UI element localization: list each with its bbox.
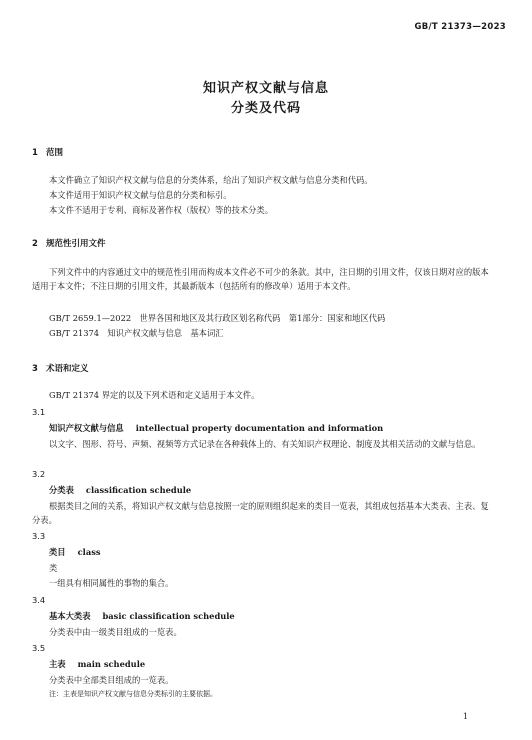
term-heading bbox=[49, 546, 101, 558]
term-zh: 类目 bbox=[49, 547, 66, 557]
term-heading bbox=[49, 610, 235, 622]
term-heading bbox=[49, 658, 145, 670]
term-definition: 以文字、图形、符号、声频、视频等方式记录在各种载体上的、有关知识产权理论、制度及其相关活动的文献与信息。 bbox=[49, 439, 481, 449]
term-note: 注：主表是知识产权文献与信息分类标引的主要依据。 bbox=[49, 690, 217, 698]
section-title: 术语和定义 bbox=[46, 364, 89, 374]
term-zh: 主表 bbox=[49, 659, 66, 669]
paragraph: 下列文件中的内容通过文中的规范性引用而构成本文件必不可少的条款。其中，注日期的引用文件，仅该日期对应的版本适用于本文件；不注日期的引用文件，其最新版本（包括所有的修改单）适用于本文件。 bbox=[32, 267, 489, 291]
term-number: 3.4 bbox=[32, 595, 46, 605]
section-number: 3 bbox=[32, 364, 38, 374]
term-number: 3.1 bbox=[32, 407, 46, 417]
term-en: classification schedule bbox=[85, 485, 192, 495]
term-number: 3.2 bbox=[32, 469, 46, 479]
page-number: 1 bbox=[462, 712, 468, 721]
term-definition: 一组具有相同属性的事物的集合。 bbox=[49, 578, 174, 588]
term-alternative: 类 bbox=[49, 563, 58, 573]
term-en: main schedule bbox=[77, 659, 146, 669]
term-zh: 知识产权文献与信息 bbox=[49, 423, 124, 433]
term-definition: 根据类目之间的关系，将知识产权文献与信息按照一定的原则组织起来的类目一览表，其组成包括基本大类表、主表、复分表。 bbox=[32, 501, 489, 525]
term-zh: 基本大类表 bbox=[49, 611, 91, 621]
standard-code: GB/T 21373—2023 bbox=[414, 22, 506, 32]
paragraph: 本文件适用于知识产权文献与信息的分类和标引。 bbox=[49, 190, 232, 200]
section-number: 2 bbox=[32, 239, 38, 249]
term-number: 3.3 bbox=[32, 531, 46, 541]
section-number: 1 bbox=[32, 148, 38, 158]
term-en: basic classification schedule bbox=[102, 611, 235, 621]
section-heading-scope bbox=[32, 146, 63, 158]
section-title: 范围 bbox=[46, 148, 64, 158]
term-definition: 分类表中全部类目组成的一览表。 bbox=[49, 675, 174, 685]
reference-item: GB/T 21374 知识产权文献与信息 基本词汇 bbox=[49, 328, 224, 338]
term-zh: 分类表 bbox=[49, 485, 74, 495]
document-title-line1: 知识产权文献与信息 bbox=[202, 81, 329, 96]
term-en: class bbox=[77, 547, 101, 557]
section-heading-normative-references bbox=[32, 237, 106, 249]
term-heading bbox=[49, 484, 191, 496]
paragraph: GB/T 21374 界定的以及下列术语和定义适用于本文件。 bbox=[49, 390, 260, 400]
reference-item: GB/T 2659.1—2022 世界各国和地区及其行政区划名称代码 第1部分：国家和地区代码 bbox=[49, 313, 386, 323]
paragraph: 本文件不适用于专利、商标及著作权（版权）等的技术分类。 bbox=[49, 205, 274, 215]
term-number: 3.5 bbox=[32, 643, 46, 653]
term-definition: 分类表中由一级类目组成的一览表。 bbox=[49, 627, 182, 637]
section-heading-terms bbox=[32, 362, 89, 374]
section-title: 规范性引用文件 bbox=[46, 239, 106, 249]
term-heading bbox=[49, 422, 383, 434]
document-title-line2: 分类及代码 bbox=[230, 101, 301, 116]
term-en: intellectual property documentation and information bbox=[135, 423, 384, 433]
paragraph: 本文件确立了知识产权文献与信息的分类体系，给出了知识产权文献与信息分类和代码。 bbox=[49, 175, 373, 185]
